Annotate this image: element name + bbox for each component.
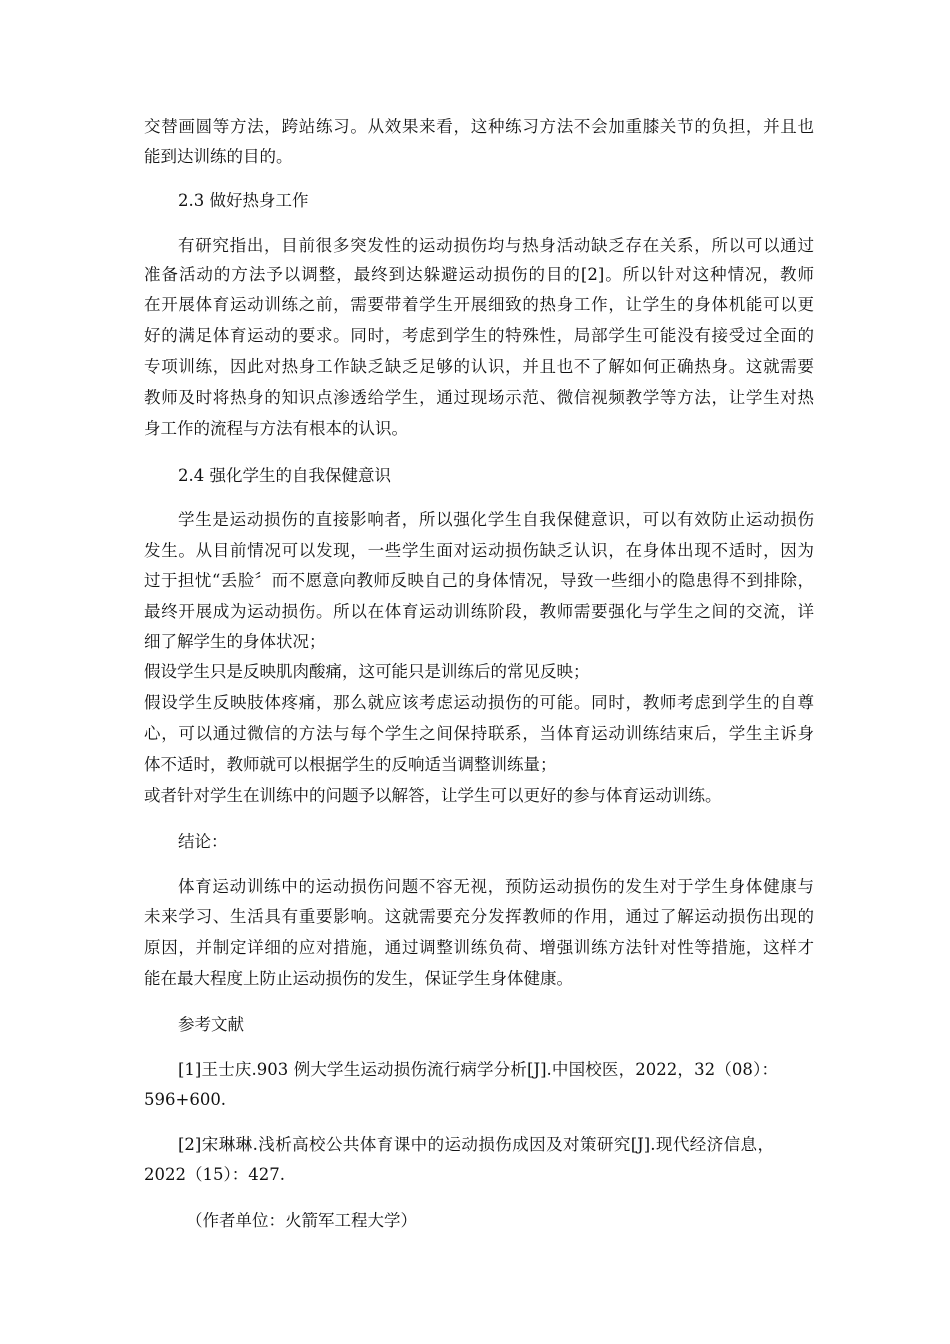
body-text-line: 能在最大程度上防止运动损伤的发生，保证学生身体健康。 [144, 969, 573, 988]
body-text-line: 假设学生反映肢体疼痛，那么就应该考虑运动损伤的可能。同时，教师考虑到学生的自尊 [144, 693, 814, 712]
body-text-line: 能到达训练的目的。 [144, 147, 293, 166]
body-text-line: 未来学习、生活具有重要影响。这就需要充分发挥教师的作用，通过了解运动损伤出现的 [144, 907, 814, 926]
body-text-line: 身工作的流程与方法有根本的认识。 [144, 419, 408, 438]
reference-entry: 596+600. [144, 1090, 227, 1109]
body-text-line: 假设学生只是反映肌肉酸痛，这可能只是训练后的常见反映； [144, 662, 590, 681]
body-text-line: 原因，并制定详细的应对措施，通过调整训练负荷、增强训练方法针对性等措施，这样才 [144, 938, 814, 957]
reference-entry: [2]宋琳琳.浅析高校公共体育课中的运动损伤成因及对策研究[J].现代经济信息， [178, 1135, 774, 1154]
body-text-line: 有研究指出，目前很多突发性的运动损伤均与热身活动缺乏存在关系，所以可以通过 [178, 236, 814, 255]
body-text-line: 心，可以通过微信的方法与每个学生之间保持联系，当体育运动训练结束后，学生主诉身 [144, 724, 814, 743]
body-text-line: 好的满足体育运动的要求。同时，考虑到学生的特殊性，局部学生可能没有接受过全面的 [144, 326, 814, 345]
author-affiliation: （作者单位：火箭军工程大学） [186, 1211, 417, 1230]
reference-entry: [1]王士庆.903 例大学生运动损伤流行病学分析[J].中国校医，2022，32（08）： [178, 1060, 778, 1079]
reference-entry: 2022（15）：427. [144, 1165, 285, 1184]
body-text-line: 体育运动训练中的运动损伤问题不容无视，预防运动损伤的发生对于学生身体健康与 [178, 877, 814, 896]
references-heading: 参考文献 [178, 1015, 244, 1034]
body-text-line: 最终开展成为运动损伤。所以在体育运动训练阶段，教师需要强化与学生之间的交流，详 [144, 602, 814, 621]
body-text-line: 专项训练，因此对热身工作缺乏缺乏足够的认识，并且也不了解如何正确热身。这就需要 [144, 357, 814, 376]
body-text-line: 交替画圆等方法，跨站练习。从效果来看，这种练习方法不会加重膝关节的负担，并且也 [144, 117, 814, 136]
body-text-line: 教师及时将热身的知识点渗透给学生，通过现场示范、微信视频教学等方法，让学生对热 [144, 388, 814, 407]
body-text-line: 过于担忧“丢脸〞而不愿意向教师反映自己的身体情况，导致一些细小的隐患得不到排除， [144, 571, 814, 590]
body-text-line: 细了解学生的身体状况； [144, 632, 326, 651]
conclusion-heading: 结论： [178, 832, 228, 851]
body-text-line: 在开展体育运动训练之前，需要带着学生开展细致的热身工作，让学生的身体机能可以更 [144, 295, 814, 314]
body-text-line: 学生是运动损伤的直接影响者，所以强化学生自我保健意识，可以有效防止运动损伤 [178, 510, 814, 529]
body-text-line: 体不适时，教师就可以根据学生的反响适当调整训练量； [144, 755, 557, 774]
body-text-line: 或者针对学生在训练中的问题予以解答，让学生可以更好的参与体育运动训练。 [144, 786, 722, 805]
section-heading-2-3: 2.3 做好热身工作 [178, 191, 309, 210]
body-text-line: 准备活动的方法予以调整，最终到达躲避运动损伤的目的[2]。所以针对这种情况，教师 [144, 265, 814, 284]
section-heading-2-4: 2.4 强化学生的自我保健意识 [178, 466, 391, 485]
body-text-line: 发生。从目前情况可以发现，一些学生面对运动损伤缺乏认识，在身体出现不适时，因为 [144, 541, 814, 560]
